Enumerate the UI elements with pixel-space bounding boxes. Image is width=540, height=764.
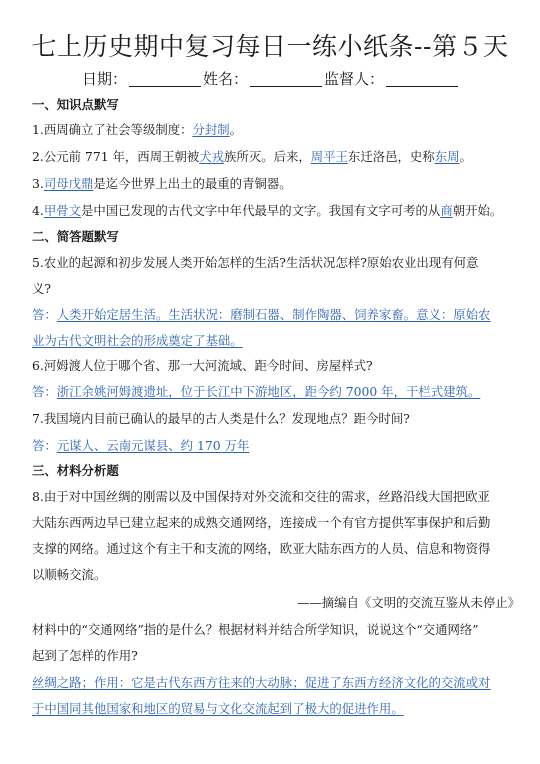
question-8-line-2: 起到了怎样的作用? — [32, 648, 138, 663]
q7-answer: 元谋人、云南元谋县、约 170 万年 — [56, 438, 250, 453]
material-line-4: 以顺畅交流。 — [32, 567, 107, 582]
answer-5-line-1 — [32, 306, 520, 324]
q5-answer-2: 业为古代文明社会的形成奠定了基础。 — [32, 333, 243, 348]
material-line-3: 支撑的网络。通过这个有主干和支流的网络，欧亚大陆东西方的人员、信息和物资得 — [32, 541, 491, 556]
question-2 — [32, 148, 520, 166]
answer-label: 答： — [32, 384, 57, 399]
answer-label: 答： — [32, 307, 57, 322]
supervisor-label: 监督人： — [324, 70, 385, 88]
material-source: ——摘编自《文明的交流互鉴从未停止》 — [296, 595, 520, 610]
name-label: 姓名： — [203, 70, 249, 88]
section-2-heading: 二、简答题默写 — [32, 229, 119, 244]
question-4 — [32, 202, 520, 220]
q3-text: 是迄今世界上出土的最重的青铜器。 — [93, 176, 292, 191]
q1-answer: 分封制 — [192, 122, 230, 137]
q2-text-d: 。 — [459, 149, 472, 164]
question-5-line-1: 5.农业的起源和初步发展人类开始怎样的生活?生活状况怎样?原始农业出现有何意 — [32, 255, 479, 270]
supervisor-blank — [386, 70, 458, 87]
q4-suffix: 朝开始。 — [452, 203, 503, 218]
question-3 — [32, 175, 520, 193]
q2-text-b: 族所灭。后来， — [224, 149, 311, 164]
answer-label: 答： — [32, 438, 57, 453]
answer-5-line-2 — [32, 332, 520, 350]
date-label: 日期： — [82, 70, 128, 88]
q2-text-c: 东迁洛邑，史称 — [347, 149, 435, 164]
q1-suffix: 。 — [229, 122, 243, 137]
question-6: 6.河姆渡人位于哪个省、那一大河流域、距今时间、房屋样式? — [32, 358, 373, 373]
q2-answer-3: 东周 — [434, 149, 460, 164]
material-line-1: 8.由于对中国丝绸的刚需以及中国保持对外交流和交往的需求，丝路沿线大国把欧亚 — [32, 489, 490, 504]
q8-answer-2: 于中国同其他国家和地区的贸易与文化交流起到了极大的促进作用。 — [32, 701, 404, 716]
question-1 — [32, 121, 520, 139]
q2-answer-1: 犬戎 — [199, 149, 225, 164]
q3-answer: 司母戊鼎 — [43, 176, 94, 191]
q4-text: 是中国已发现的古代文字中年代最早的文字。我国有文字可考的从 — [81, 203, 441, 218]
material-line-2: 大陆东西两边早已建立起来的成熟交通网络，连接成一个有官方提供军事保护和后勤 — [32, 515, 491, 530]
answer-8-line-1 — [32, 674, 520, 692]
question-5-line-2: 义? — [32, 281, 52, 296]
section-3-heading: 三、材料分析题 — [32, 463, 119, 478]
answer-6 — [32, 383, 520, 401]
name-blank — [250, 70, 322, 87]
question-8-line-1: 材料中的“交通网络”指的是什么？根据材料并结合所学知识，说说这个“交通网络” — [32, 622, 479, 637]
q5-answer-1: 人类开始定居生活。生活状况：磨制石器、制作陶器、饲养家畜。意义：原始农 — [56, 307, 491, 322]
section-1-heading: 一、知识点默写 — [32, 97, 119, 112]
q2-text-a: 2.公元前 771 年，西周王朝被 — [32, 149, 200, 164]
date-blank — [129, 70, 201, 87]
q1-text: 1.西周确立了社会等级制度： — [32, 122, 193, 137]
page-title: 七上历史期中复习每日一练小纸条--第５天 — [31, 32, 509, 61]
question-7: 7.我国境内目前已确认的最早的古人类是什么？发现地点？距今时间? — [32, 411, 410, 426]
answer-7 — [32, 437, 520, 455]
answer-8-line-2 — [32, 700, 520, 718]
q6-answer: 浙江余姚河姆渡遗址，位于长江中下游地区，距今约 7000 年，干栏式建筑。 — [56, 384, 481, 399]
q4-answer-1: 甲骨文 — [43, 203, 81, 218]
q2-answer-2: 周平王 — [310, 149, 348, 164]
q4-prefix: 4. — [32, 203, 44, 218]
info-line — [82, 68, 460, 90]
q8-answer-1: 丝绸之路；作用：它是古代东西方往来的大动脉；促进了东西方经济文化的交流或对 — [32, 675, 491, 690]
q3-prefix: 3. — [32, 176, 44, 191]
q4-answer-2: 商 — [440, 203, 453, 218]
